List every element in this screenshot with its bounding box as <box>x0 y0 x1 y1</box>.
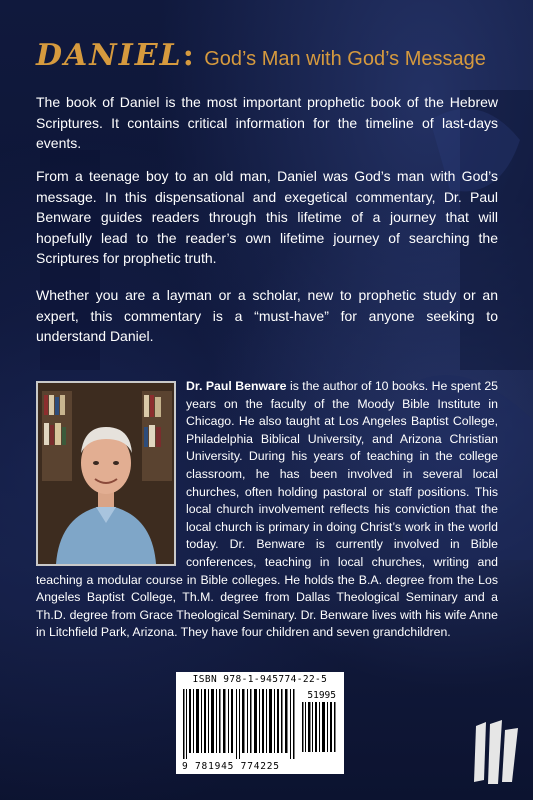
barcode-number: 9 781945 774225 <box>182 761 280 772</box>
title-colon: : <box>182 38 194 73</box>
author-bio-text: is the author of 10 books. He spent 25 years on the faculty of the Moody Bible Institute in Chicago. He also taught at Los Angeles Baptist College, Philadelphia Biblical University, and Arizona Christian University. During his years of teaching in the college classroom, he has been involved in several local churches, often holding pastoral or staff positions. This local church involvement reflects his conviction that the local church is primary in doing Christ’s work in the world today. Dr. Benware is currently involved in Bible conferences, teaching in local churches, writing and teaching a modular course in Bible colleges. He holds the B.A. degree from the Los Angeles Baptist College, Th.M. degree from Dallas Theological Seminary and a Th.D. degree from Grace Theological Seminary. Dr. Benware lives with his wife Anne in Litchfield Park, Arizona. They have four children and seven grandchildren. <box>36 379 499 640</box>
price-barcode-bars <box>302 702 338 752</box>
title-subtitle: God’s Man with God’s Message <box>204 48 486 70</box>
title-daniel: DANIEL <box>36 38 183 73</box>
author-name: Dr. Paul Benware <box>186 379 287 393</box>
author-bio <box>36 378 498 642</box>
author-photo <box>36 381 176 566</box>
ean-barcode-bars <box>182 689 298 759</box>
publisher-logo-icon <box>474 718 520 786</box>
price-code: 51995 <box>307 690 336 701</box>
cover-title <box>36 38 506 73</box>
isbn-label: ISBN 978-1-945774-22-5 <box>192 674 328 685</box>
isbn-barcode <box>176 672 344 774</box>
description-paragraph: From a teenage boy to an old man, Daniel was God’s man with God’s message. In this dispensational and exegetical commentary, Dr. Paul Benware guides readers through this lifetime of a journey that will hopefully lead to the reader’s own lifetime journey of searching the Scriptures for prophetic truth. <box>36 168 498 266</box>
description-paragraph: Whether you are a layman or a scholar, new to prophetic study or an expert, this commentary is a “must-have” for anyone seeking to understand Daniel. <box>36 287 498 344</box>
author-portrait-image <box>38 383 174 564</box>
description-paragraph: The book of Daniel is the most important prophetic book of the Hebrew Scriptures. It contains critical information for the timeline of last-days events. <box>36 94 498 151</box>
